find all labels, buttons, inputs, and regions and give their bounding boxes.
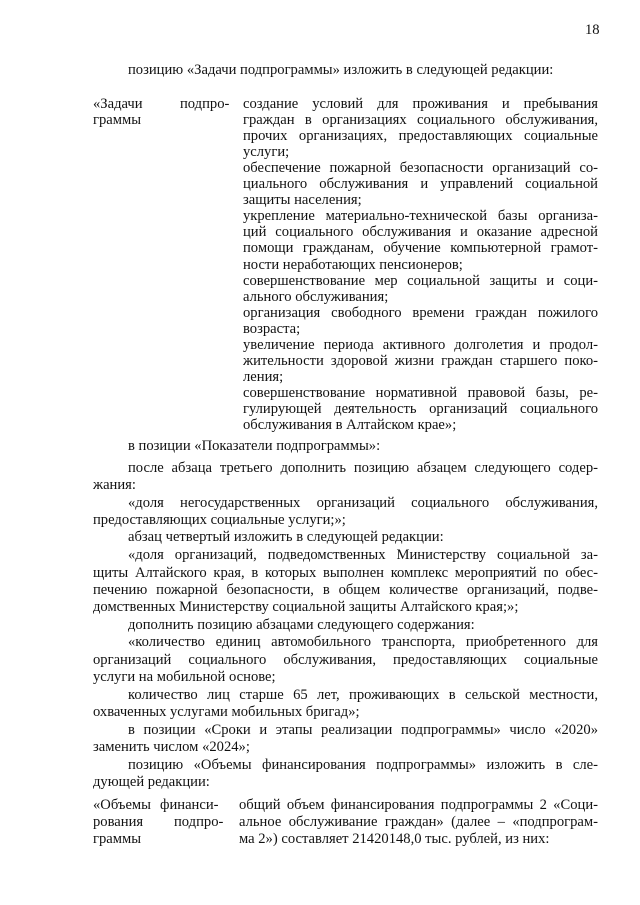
tasks-label-2: подпро- bbox=[180, 96, 230, 112]
text-line: совершенствование нормативной правовой базы, ре- bbox=[243, 384, 598, 401]
finance-label-3: граммы bbox=[93, 831, 142, 847]
text-line: абзац четвертый изложить в следующей редакции: bbox=[128, 529, 444, 545]
text-line: охваченных услугами мобильных бригад»; bbox=[93, 704, 360, 720]
tasks-label-3: граммы bbox=[93, 112, 142, 128]
text-line: общий объем финансирования подпрограммы 2 «Соци- bbox=[239, 797, 598, 813]
finance-label-1b: финанси- bbox=[160, 797, 219, 813]
text-line: дующей редакции: bbox=[93, 774, 210, 790]
text-line: защиты населения; bbox=[243, 192, 362, 209]
text-line: в позиции «Показатели подпрограммы»: bbox=[128, 438, 381, 454]
text-line: количество лиц старше 65 лет, проживающих в сельской местности, bbox=[128, 687, 598, 703]
text-line: ций социального обслуживания и оказание адресной bbox=[243, 224, 598, 241]
text-line: организаций социального обслуживания, предоставляющих социальные bbox=[93, 652, 598, 668]
finance-label-2b: подпро- bbox=[174, 814, 224, 830]
tasks-label-1: «Задачи bbox=[93, 96, 143, 112]
text-line: создание условий для проживания и пребывания bbox=[243, 96, 598, 112]
text-line: услуги на мобильной основе; bbox=[93, 669, 276, 685]
text-line: возраста; bbox=[243, 320, 301, 337]
text-line: «количество единиц автомобильного транспорта, приобретенного для bbox=[128, 634, 598, 650]
text-line: укрепление материально-технической базы организа- bbox=[243, 208, 598, 225]
text-line: в позиции «Сроки и этапы реализации подпрограммы» число «2020» bbox=[128, 722, 598, 738]
text-line: граждан в организациях социального обслуживания, bbox=[243, 112, 598, 129]
text-line: домственных Министерству социальной защиты Алтайского края;»; bbox=[93, 599, 519, 615]
intro-line: позицию «Задачи подпрограммы» изложить в следующей редакции: bbox=[128, 62, 554, 78]
finance-label-1a: «Объемы bbox=[93, 797, 151, 813]
text-line: предоставляющих социальные услуги;»; bbox=[93, 512, 346, 528]
text-line: после абзаца третьего дополнить позицию абзацем следующего содер- bbox=[128, 460, 598, 476]
text-line: ления; bbox=[243, 368, 284, 385]
text-line: альное обслуживание граждан» (далее – «подпрограм- bbox=[239, 814, 598, 830]
text-line: «доля организаций, подведомственных Министерству социальной за- bbox=[128, 547, 598, 563]
text-line: обслуживания в Алтайском крае»; bbox=[243, 417, 457, 433]
text-line: услуги; bbox=[243, 144, 290, 161]
text-line: позицию «Объемы финансирования подпрограммы» изложить в сле- bbox=[128, 757, 598, 773]
text-line: заменить числом «2024»; bbox=[93, 739, 250, 755]
text-line: ма 2») составляет 21420148,0 тыс. рублей, из них: bbox=[239, 831, 550, 847]
text-line: организация свободного времени граждан пожилого bbox=[243, 304, 598, 321]
page-number: 18 bbox=[585, 22, 600, 38]
text-line: прочих организациях, предоставляющих социальные bbox=[243, 128, 598, 145]
text-line: обеспечение пожарной безопасности организаций со- bbox=[243, 160, 598, 177]
text-line: ального обслуживания; bbox=[243, 288, 389, 305]
finance-label-2a: рования bbox=[93, 814, 144, 830]
text-line: дополнить позицию абзацами следующего содержания: bbox=[128, 617, 475, 633]
text-line: жительности здоровой жизни граждан старшего поко- bbox=[243, 352, 598, 369]
text-line: циального обслуживания и управлений социальной bbox=[243, 176, 598, 193]
text-line: печению пожарной безопасности, в общем количестве организаций, подве- bbox=[93, 582, 598, 598]
text-line: жания: bbox=[93, 477, 136, 493]
text-line: щиты Алтайского края, в которых выполнен комплекс мероприятий по обес- bbox=[93, 565, 598, 581]
text-line: ности неработающих пенсионеров; bbox=[243, 256, 463, 273]
text-line: увеличение периода активного долголетия и продол- bbox=[243, 336, 598, 353]
text-line: совершенствование мер социальной защиты и соци- bbox=[243, 272, 598, 289]
text-line: «доля негосударственных организаций социального обслуживания, bbox=[128, 495, 598, 511]
text-line: помощи гражданам, обучение компьютерной грамот- bbox=[243, 240, 598, 257]
text-line: гулирующей деятельность организаций социального bbox=[243, 400, 598, 417]
